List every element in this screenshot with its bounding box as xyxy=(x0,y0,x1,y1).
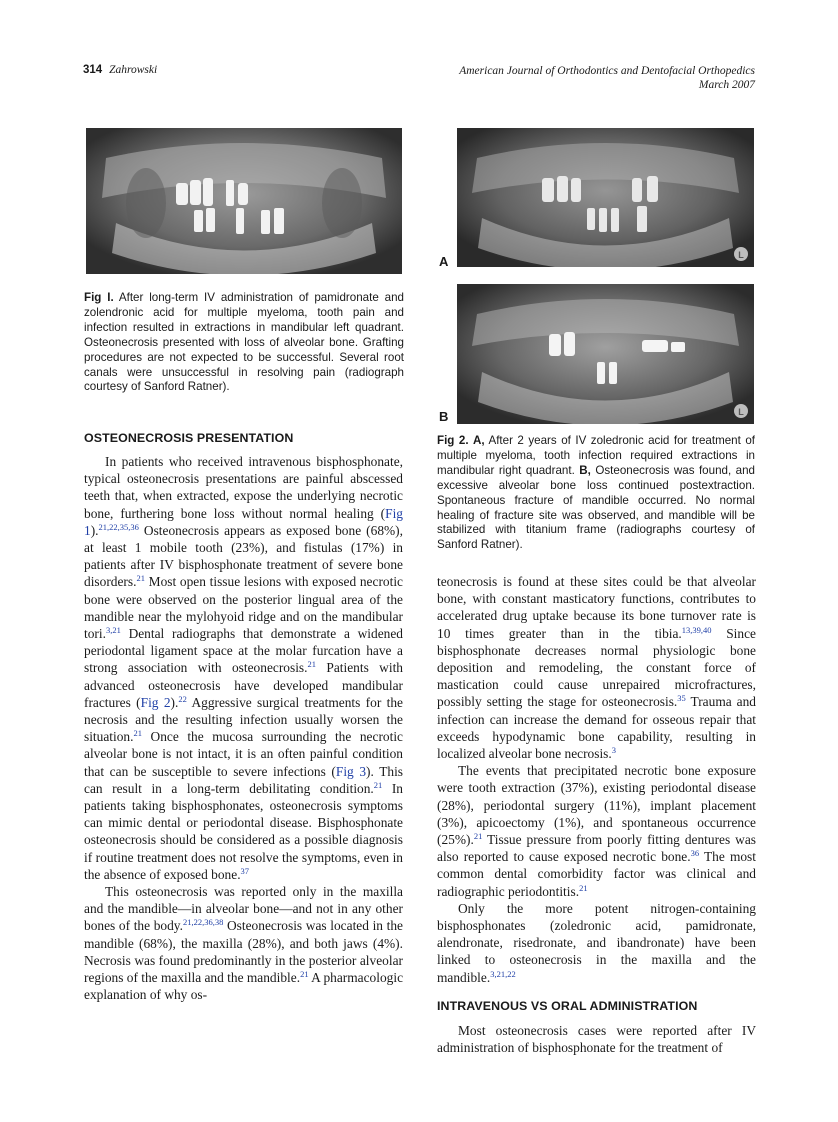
text-run: Tissue pressure from poorly fitting dentures was also reported to cause exposed necrotic bone. xyxy=(437,832,756,865)
text-run: Aggressive surgical treatments for the necrosis and the resulting infection usually worsen the situation. xyxy=(84,694,403,745)
fig2b-radiograph xyxy=(457,284,754,424)
journal-title: American Journal of Orthodontics and Dentofacial Orthopedics xyxy=(459,65,755,77)
fig2-b-text: Osteonecrosis was found, and excessive alveolar bone loss continued postextraction. Spontaneous fracture of mandible occurred. No normal healing of fracture site was observed, and mandible will be stabilized with titanium frame (radiographs courtesy of Sanford Ratner). xyxy=(437,463,755,552)
citation[interactable]: 21,22,36,38 xyxy=(182,917,224,928)
fig1-caption-text: After long-term IV administration of pamidronate and zolendronic acid for multiple myeloma, tooth pain and infection resulted in extractions in mandibular left quadrant. Osteonecrosis presented with loss of alveolar bone. Grafting procedures are not expected to be successful. Several root canals were unsuccessful in resolving pain (radiograph courtesy of Sanford Ratner). xyxy=(84,291,404,394)
running-header-right xyxy=(459,64,755,92)
citation[interactable]: 21,22,35,36 xyxy=(98,521,139,532)
right-paragraph-3 xyxy=(437,900,756,986)
text-run: In patients who received intravenous bisphosphonate, typical osteonecrosis presentations are painful abscessed teeth that, when extracted, expose the underlying necrotic bone, furthering bone loss without normal healing ( xyxy=(84,454,403,521)
citation[interactable]: 21 xyxy=(300,969,309,980)
citation[interactable]: 22 xyxy=(178,693,187,704)
citation[interactable]: 3,21,22 xyxy=(490,968,516,979)
fig2a-side-marker: L xyxy=(738,250,744,260)
fig2b-radiograph-image xyxy=(457,284,754,424)
text-run: Dental radiographs that demonstrate a widened periodontal ligament space at the molar furcation have a strong association with osteonecrosis. xyxy=(84,626,403,676)
text-run: Osteonecrosis appears as exposed bone (68%), at least 1 mobile tooth (23%), and fistulas (17%) in patients after IV bisphosphonate treatment of severe bone disorders. xyxy=(84,522,403,590)
fig1-label: Fig I. xyxy=(84,291,114,304)
citation[interactable]: 21 xyxy=(579,882,588,893)
citation[interactable]: 21 xyxy=(136,573,145,584)
citation[interactable]: 21 xyxy=(133,728,142,739)
text-run: The events that precipitated necrotic bone exposure were tooth extraction (37%), existing periodontal disease (28%), periodontal surgery (11%), implant placement (3%), apicoectomy (1%), and spontaneous occurrence (25%). xyxy=(437,763,756,848)
section-heading-osteonecrosis: OSTEONECROSIS PRESENTATION xyxy=(84,431,294,445)
text-run: ). xyxy=(170,694,179,710)
fig1-caption xyxy=(84,291,404,395)
fig2-label: Fig 2. xyxy=(437,434,469,447)
text-run: Trauma and infection can increase the demand for osseous repair that exceeds hypodynamic bone capability, resulting in localized alveolar bone necrosis. xyxy=(437,694,756,762)
right-column-body xyxy=(437,573,756,1056)
citation[interactable]: 3,21 xyxy=(105,625,121,636)
text-run: The most common dental comorbidity factor was clinical and radiographic periodontitis. xyxy=(437,849,756,899)
left-column-body xyxy=(84,453,403,1004)
citation[interactable]: 21 xyxy=(473,831,483,842)
right-paragraph-2 xyxy=(437,762,756,900)
text-run: Since bisphosphonate decreases normal physiologic bone deposition and remodeling, the constant force of mastication could cause unrepaired microfractures, possibly setting the stage for osteonecrosis. xyxy=(437,625,756,710)
text-run: Once the mucosa surrounding the necrotic alveolar bone is not intact, it is an often painful condition that can be susceptible to severe infections ( xyxy=(84,729,403,779)
journal-issue: March 2007 xyxy=(698,79,755,91)
fig1-link[interactable]: Fig 1 xyxy=(84,505,403,538)
citation[interactable]: 3 xyxy=(611,745,616,756)
running-header-left xyxy=(83,64,157,76)
fig2a-panel-label: A xyxy=(439,254,449,269)
text-run: Osteonecrosis was located in the mandible (68%), the maxilla (28%), and both jaws (4%). Necrosis was found predominantly in the posterior alveolar regions of the maxilla and the mandible. xyxy=(84,918,404,986)
fig2b-side-marker: L xyxy=(738,407,744,417)
citation[interactable]: 21 xyxy=(373,779,383,790)
page-number: 314 xyxy=(83,64,103,76)
text-run: Only the more potent nitrogen-containing bisphosphonates (zoledronic acid, pamidronate, alendronate, risedronate, and ibandronate) have been linked to osteonecrosis in the maxilla and the mandible. xyxy=(437,900,756,985)
fig2a-radiograph-image xyxy=(457,128,754,267)
author-name: Zahrowski xyxy=(109,64,158,76)
text-run: A pharmacologic explanation of why os- xyxy=(84,970,404,1003)
text-run: Patients with advanced osteonecrosis have developed mandibular fractures ( xyxy=(84,660,403,710)
fig3-link[interactable]: Fig 3 xyxy=(335,763,367,779)
right-paragraph-1 xyxy=(437,573,756,762)
fig2-a-label: A, xyxy=(473,434,485,447)
text-run: Most osteonecrosis cases were reported after IV administration of bisphosphonate for the treatment of xyxy=(437,1023,756,1056)
text-run: In patients taking bisphosphonates, osteonecrosis symptoms can mimic dental or periodontal disease. Bisphosphonate osteonecrosis should be considered as a possible diagnosis if routine treatment does not resolve the symptoms, even in the absence of exposed bone. xyxy=(84,780,403,882)
fig2a-radiograph xyxy=(457,128,754,267)
citation[interactable]: 37 xyxy=(240,865,250,876)
text-run: Most open tissue lesions with exposed necrotic bone were observed on the posterior lingual area of the mandible near the mylohyoid ridge and on the mandibular tori. xyxy=(84,574,403,642)
citation[interactable]: 13,39,40 xyxy=(681,624,712,635)
fig2-link[interactable]: Fig 2 xyxy=(140,694,171,710)
left-paragraph-1 xyxy=(84,453,403,883)
fig1-radiograph-image xyxy=(86,128,402,274)
right-paragraph-4 xyxy=(437,1022,756,1056)
text-run: This osteonecrosis was reported only in the maxilla and the mandible—in alveolar bone—and not in any other bones of the body. xyxy=(84,884,403,934)
citation[interactable]: 21 xyxy=(307,659,316,670)
left-paragraph-2 xyxy=(84,883,403,1003)
citation[interactable]: 36 xyxy=(690,848,700,859)
citation[interactable]: 35 xyxy=(677,693,686,704)
text-run: teonecrosis is found at these sites could be that alveolar bone, with constant masticatory functions, contributes to accelerated drug uptake because its bone turnover rate is 10 times greater than in the tibia. xyxy=(437,574,756,641)
text-run: ). This can result in a long-term debilitating condition. xyxy=(84,763,404,796)
fig2b-panel-label: B xyxy=(439,409,449,424)
fig2-b-label: B, xyxy=(579,463,591,477)
text-run: ). xyxy=(90,522,99,538)
fig2-a-text: After 2 years of IV zoledronic acid for treatment of multiple myeloma, tooth infection required extractions in mandibular right quadrant. xyxy=(437,434,755,477)
fig1-radiograph xyxy=(86,128,402,274)
fig2-caption xyxy=(437,434,755,553)
section-heading-iv-vs-oral: INTRAVENOUS VS ORAL ADMINISTRATION xyxy=(437,998,698,1013)
